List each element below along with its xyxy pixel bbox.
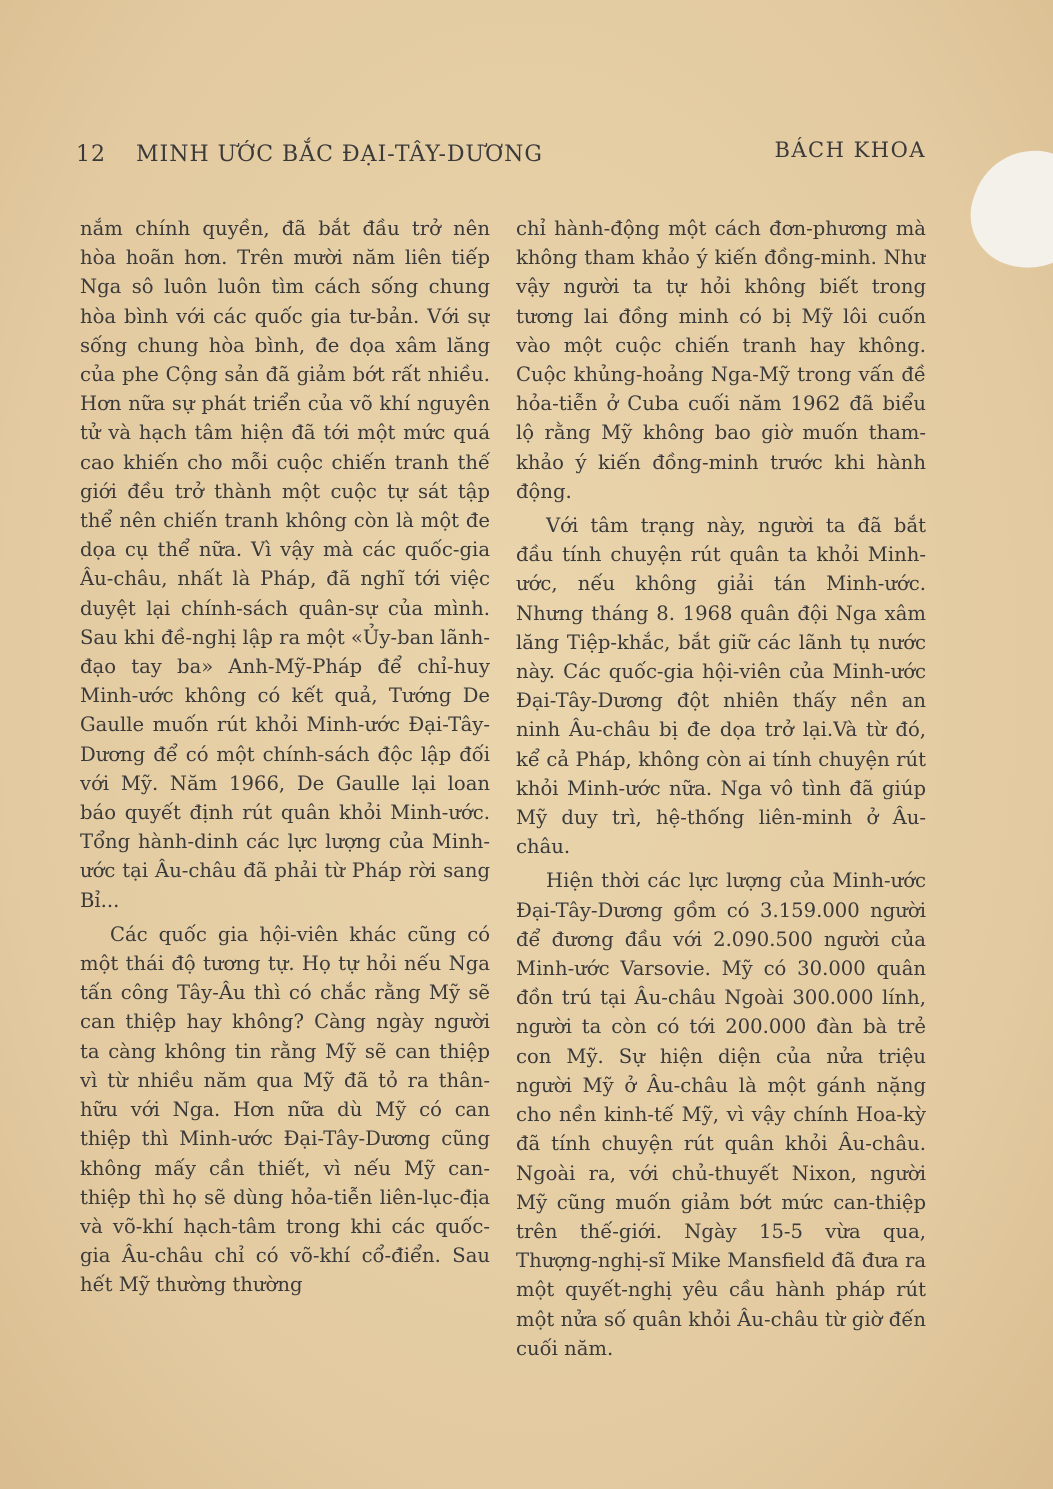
paragraph: Hiện thời các lực lượng của Minh-ước Đại-Tây-Dương gồm có 3.159.000 người để đương đầu với 2.090.500 người của Minh-ước Varsovie. Mỹ có 30.000 quân đồn trú tại Âu-châu Ngoài 300.000 lính, người ta còn có tới 200.000 đàn bà trẻ con Mỹ. Sự hiện diện của nửa triệu người Mỹ ở Âu-châu là một gánh nặng cho nền kinh-tế Mỹ, vì vậy chính Hoa-kỳ đã tính chuyện rút quân khỏi Âu-châu. Ngoài ra, với chủ-thuyết Nixon, người Mỹ cũng muốn giảm bớt mức can-thiệp trên thế-giới. Ngày 15-5 vừa qua, Thượng-nghị-sĩ Mike Mansfield đã đưa ra một quyết-nghị yêu cầu hành pháp rút một nửa số quân khỏi Âu-châu từ giờ đến cuối năm. [516, 869, 926, 1360]
paragraph: chỉ hành-động một cách đơn-phương mà không tham khảo ý kiến đồng-minh. Như vậy người ta tự hỏi không biết trong tương lai đồng minh có bị Mỹ lôi cuốn vào một cuộc chiến tranh hay không. Cuộc khủng-hoảng Nga-Mỹ trong vấn đề hỏa-tiễn ở Cuba cuối năm 1962 đã biểu lộ rằng Mỹ không bao giờ muốn tham-khảo ý kiến đồng-minh trước khi hành động. [516, 217, 926, 503]
article-title: MINH ƯỚC BẮC ĐẠI-TÂY-DƯƠNG [136, 142, 543, 167]
running-header [76, 138, 926, 174]
paragraph: Các quốc gia hội-viên khác cũng có một thái độ tương tự. Họ tự hỏi nếu Nga tấn công Tây-Âu thì có chắc rằng Mỹ sẽ can thiệp hay không? Càng ngày người ta càng không tin rằng Mỹ sẽ can thiệp vì từ nhiều năm qua Mỹ đã tỏ ra thân-hữu với Nga. Hơn nữa dù Mỹ có can thiệp thì Minh-ước Đại-Tây-Dương cũng không mấy cần thiết, vì nếu Mỹ can-thiệp thì họ sẽ dùng hỏa-tiễn liên-lục-địa và võ-khí hạch-tâm trong khi các quốc-gia Âu-châu chỉ có võ-khí cổ-điển. Sau hết Mỹ thường thường [80, 922, 490, 1297]
paragraph: nắm chính quyền, đã bắt đầu trở nên hòa hoãn hơn. Trên mười năm liên tiếp Nga sô luôn luôn tìm cách sống chung hòa bình với các quốc gia tư-bản. Với sự sống chung hòa bình, đe dọa xâm lăng của phe Cộng sản đã giảm bớt rất nhiều. Hơn nữa sự phát triển của võ khí nguyên tử và hạch tâm hiện đã tới một mức quá cao khiến cho mỗi cuộc chiến tranh thế giới đều trở thành một cuộc tự sát tập thể nên chiến tranh không còn là một đe dọa cụ thể nữa. Vì vậy mà các quốc-gia Âu-châu, nhất là Pháp, đã nghĩ tới việc duyệt lại chính-sách quân-sự của mình. Sau khi đề-nghị lập ra một «Ủy-ban lãnh-đạo tay ba» Anh-Mỹ-Pháp để chỉ-huy Minh-ước không có kết quả, Tướng De Gaulle muốn rút khỏi Minh-ước Đại-Tây-Dương để có một chính-sách độc lập đối với Mỹ. Năm 1966, De Gaulle lại loan báo quyết định rút quân khỏi Minh-ước. Tổng hành-dinh các lực lượng của Minh-ước tại Âu-châu đã phải từ Pháp rời sang Bỉ... [80, 217, 490, 912]
torn-corner [956, 133, 1053, 287]
text-column-right [516, 214, 926, 1434]
text-column-left [80, 214, 490, 1434]
paragraph: Với tâm trạng này, người ta đã bắt đầu tính chuyện rút quân ta khỏi Minh-ước, nếu không giải tán Minh-ước. Nhưng tháng 8. 1968 quân đội Nga xâm lăng Tiệp-khắc, bắt giữ các lãnh tụ nước này. Các quốc-gia hội-viên của Minh-ước Đại-Tây-Dương đột nhiên thấy nền an ninh Âu-châu bị đe dọa trở lại.Và từ đó, kể cả Pháp, không còn ai tính chuyện rút khỏi Minh-ước nữa. Nga vô tình đã giúp Mỹ duy trì, hệ-thống liên-minh ở Âu-châu. [516, 514, 926, 859]
publication-name: BÁCH KHOA [774, 138, 926, 162]
page-number: 12 [76, 142, 106, 167]
